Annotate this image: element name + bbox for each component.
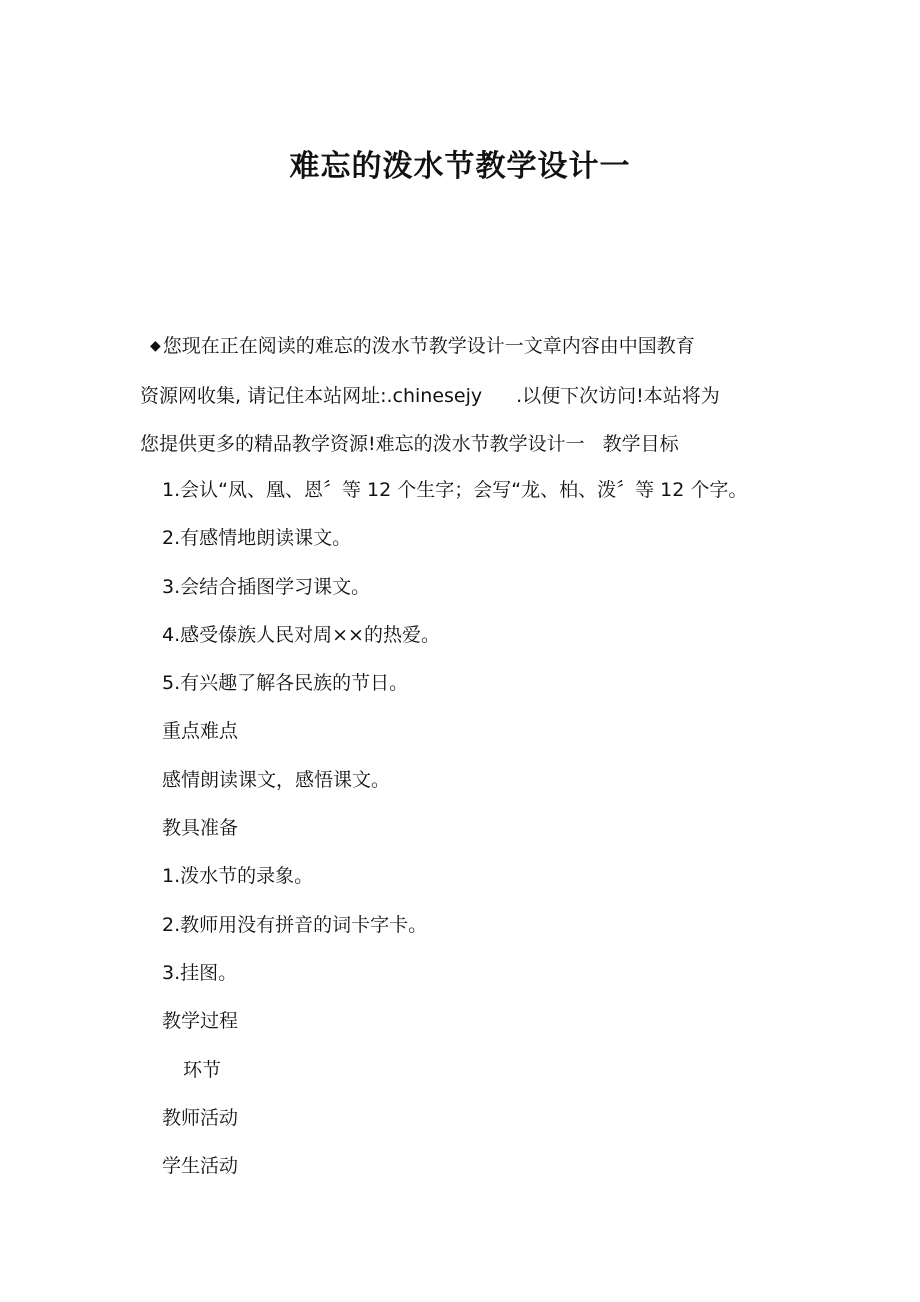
intro-line-2 bbox=[140, 372, 800, 420]
intro-line-1 bbox=[140, 322, 800, 372]
intro-line-1-text: 您现在正在阅读的难忘的泼水节教学设计一文章内容由中国教育 bbox=[162, 335, 695, 357]
section-heading-key-points: 重点难点 bbox=[162, 720, 239, 743]
intro-paragraph bbox=[140, 322, 800, 468]
objective-1: 1.会认“凤、凰、恩〞等 12 个生字；会写“龙、柏、泼〞等 12 个字。 bbox=[162, 479, 748, 501]
document-body bbox=[162, 466, 882, 1190]
section-heading-process: 教学过程 bbox=[162, 1010, 239, 1033]
key-points-text: 感情朗读课文，感悟课文。 bbox=[162, 768, 391, 791]
intro-line-3-text-a: 您提供更多的精品教学资源!难忘的泼水节教学设计一 bbox=[140, 433, 585, 455]
material-2: 2.教师用没有拼音的词卡字卡。 bbox=[162, 913, 428, 936]
section-heading-materials: 教具准备 bbox=[162, 817, 239, 840]
document-title: 难忘的泼水节教学设计一 bbox=[289, 149, 631, 184]
material-1: 1.泼水节的录象。 bbox=[162, 865, 314, 888]
objective-5: 5.有兴趣了解各民族的节日。 bbox=[162, 672, 409, 695]
objective-2: 2.有感情地朗读课文。 bbox=[162, 527, 352, 550]
objective-3: 3.会结合插图学习课文。 bbox=[162, 575, 371, 598]
process-column-teacher: 教师活动 bbox=[162, 1106, 239, 1129]
process-column-student: 学生活动 bbox=[162, 1155, 239, 1178]
intro-line-2-text-a: 资源网收集, 请记住本站网址:.chinesejy bbox=[140, 385, 483, 407]
process-column-stage: 环节 bbox=[183, 1058, 222, 1081]
intro-line-2-text-b: .以便下次访问!本站将为 bbox=[516, 385, 720, 407]
intro-line-3-text-b: 教学目标 bbox=[602, 433, 679, 455]
intro-line-3 bbox=[140, 420, 800, 468]
material-3: 3.挂图。 bbox=[162, 961, 238, 984]
objective-4: 4.感受傣族人民对周××的热爱。 bbox=[162, 623, 440, 646]
diamond-bullet-icon: ◆ bbox=[150, 338, 161, 354]
